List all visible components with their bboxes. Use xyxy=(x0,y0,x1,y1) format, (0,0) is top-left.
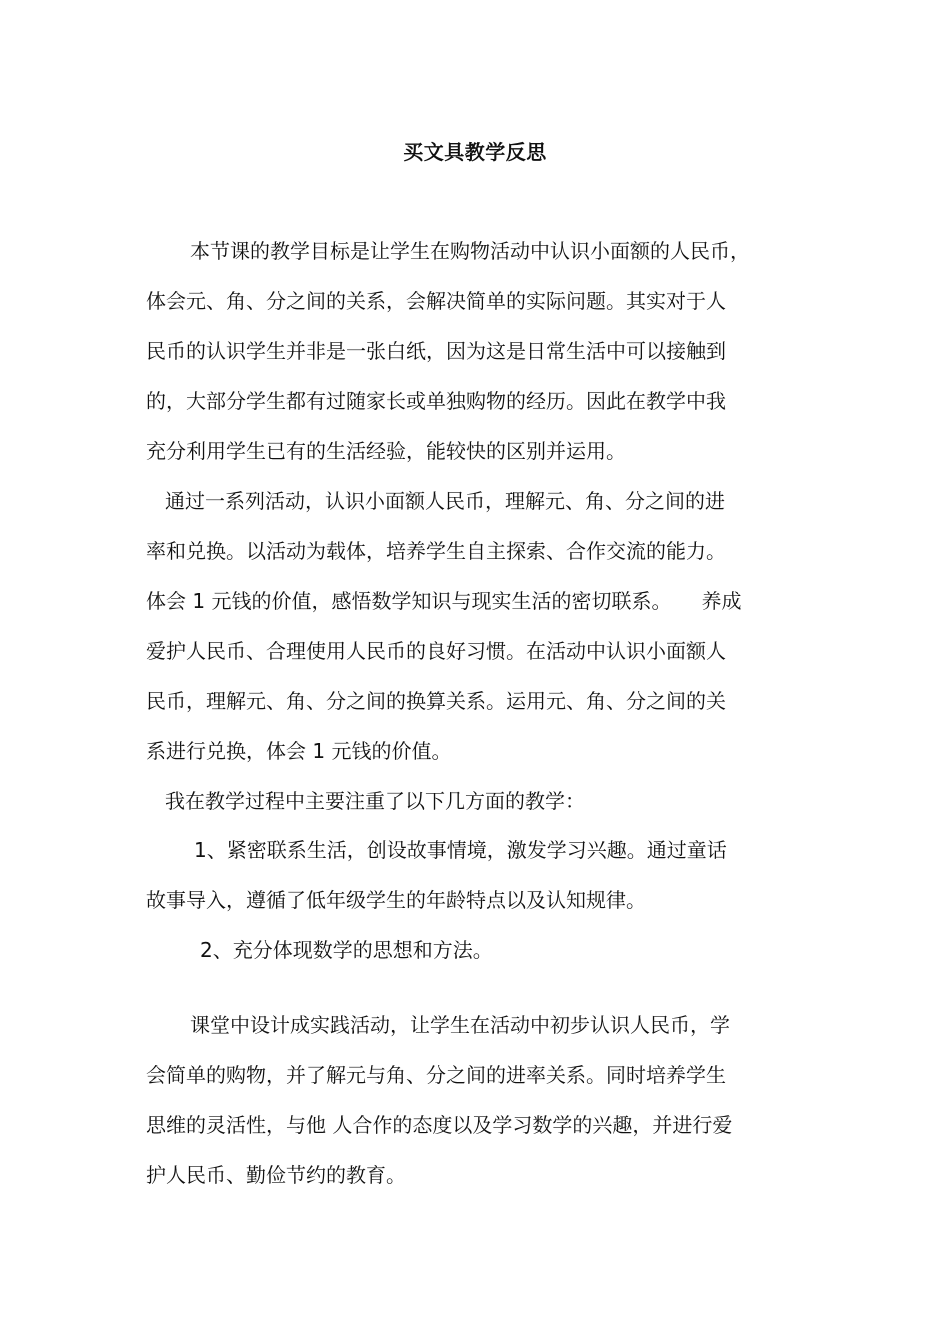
text-line: 民币，理解元、角、分之间的换算关系。运用元、角、分之间的关 xyxy=(146,689,726,713)
text-line: 我在教学过程中主要注重了以下几方面的教学： xyxy=(165,789,585,813)
document-title: 买文具教学反思 xyxy=(403,140,547,164)
text-line: 思维的灵活性，与他 人合作的态度以及学习数学的兴趣，并进行爱 xyxy=(146,1113,733,1137)
text-line: 的，大部分学生都有过随家长或单独购物的经历。因此在教学中我 xyxy=(146,389,726,413)
text-line: 系进行兑换，体会 1 元钱的价值。 xyxy=(146,739,452,763)
text-line: 民币的认识学生并非是一张白纸，因为这是日常生活中可以接触到 xyxy=(146,339,726,363)
text-line: 爱护人民币、合理使用人民币的良好习惯。在活动中认识小面额人 xyxy=(146,639,726,663)
text-line: 课堂中设计成实践活动，让学生在活动中初步认识人民币，学 xyxy=(190,1013,730,1037)
text-line: 体会 1 元钱的价值，感悟数学知识与现实生活的密切联系。 养成 xyxy=(146,589,742,613)
text-line: 故事导入，遵循了低年级学生的年龄特点以及认知规律。 xyxy=(146,888,646,912)
list-item: 2、充分体现数学的思想和方法。 xyxy=(200,938,493,962)
text-line: 率和兑换。以活动为载体，培养学生自主探索、合作交流的能力。 xyxy=(146,539,726,563)
text-line: 本节课的教学目标是让学生在购物活动中认识小面额的人民币， xyxy=(190,239,750,263)
text-line: 通过一系列活动，认识小面额人民币，理解元、角、分之间的进 xyxy=(165,489,725,513)
text-line: 护人民币、勤俭节约的教育。 xyxy=(146,1163,406,1187)
text-line: 充分利用学生已有的生活经验，能较快的区别并运用。 xyxy=(146,439,626,463)
text-line: 会简单的购物，并了解元与角、分之间的进率关系。同时培养学生 xyxy=(146,1063,726,1087)
text-line: 体会元、角、分之间的关系，会解决简单的实际问题。其实对于人 xyxy=(146,289,726,313)
list-item: 1、紧密联系生活，创设故事情境，激发学习兴趣。通过童话 xyxy=(194,838,727,862)
